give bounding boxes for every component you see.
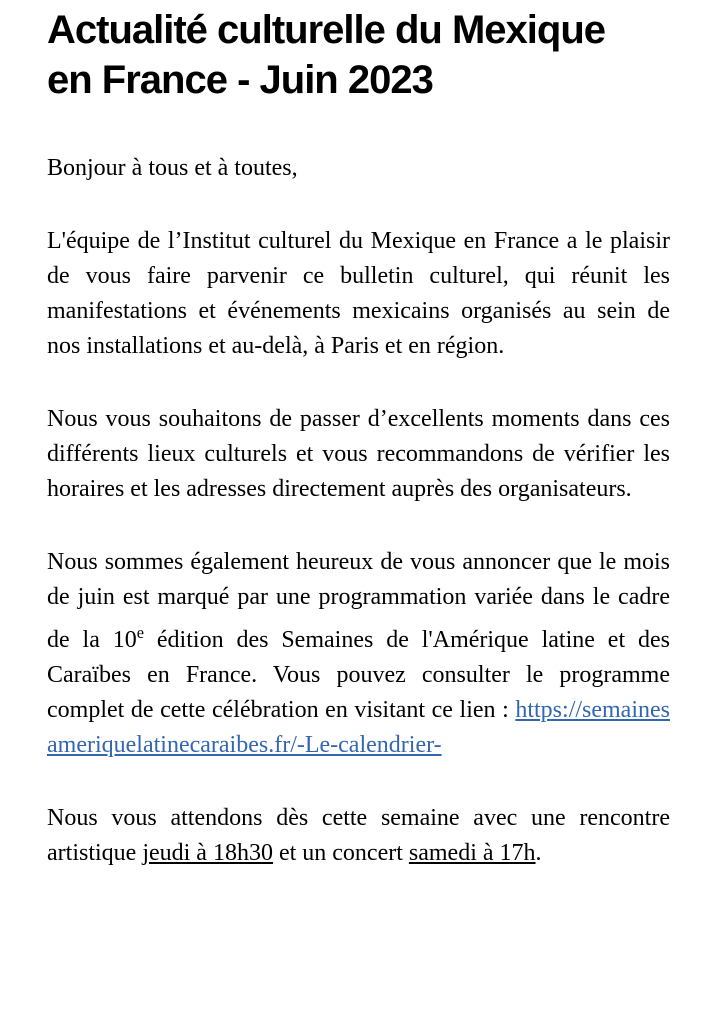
program-text-before-superscript: Nous sommes également heureux de vous annoncer que le mois de juin est marqué par une programmation variée dans le cadre de la 10 <box>47 549 670 653</box>
events-paragraph <box>47 801 670 871</box>
events-text-1: Nous vous attendons dès cette semaine avec une rencontre artistique <box>47 805 670 866</box>
program-paragraph <box>47 545 670 763</box>
event-time-thursday-link[interactable]: jeudi à 18h30 <box>142 840 273 866</box>
greeting-paragraph: Bonjour à tous et à toutes, <box>47 155 298 181</box>
edition-ordinal-superscript: e <box>136 623 145 642</box>
event-time-saturday-link[interactable]: samedi à 17h <box>408 840 536 866</box>
intro-paragraph: L'équipe de l’Institut culturel du Mexique en France a le plaisir de vous faire parvenir ce bulletin culturel, qui réunit les manifestations et événements mexicains organisés au sein de nos installations et au-delà, à Paris et en région. <box>47 228 670 359</box>
title-line-2: en France - Juin 2023 <box>47 58 433 102</box>
events-text-2: et un concert <box>272 840 409 866</box>
calendar-link[interactable]: https://semainesameriquelatinecaraibes.fr/-Le-calendrier- <box>47 697 670 758</box>
program-text-after-superscript: édition des Semaines de l'Amérique latine et des Caraïbes en France. Vous pouvez consulter le programme complet de cette célébration en visitant ce lien : <box>47 627 670 723</box>
wishes-paragraph: Nous vous souhaitons de passer d’excellents moments dans ces différents lieux culturels et vous recommandons de vérifier les horaires et les adresses directement auprès des organisateurs. <box>47 406 670 502</box>
events-text-3: . <box>535 840 542 866</box>
title-line-1: Actualité culturelle du Mexique <box>47 8 606 52</box>
newsletter-title <box>47 5 670 105</box>
